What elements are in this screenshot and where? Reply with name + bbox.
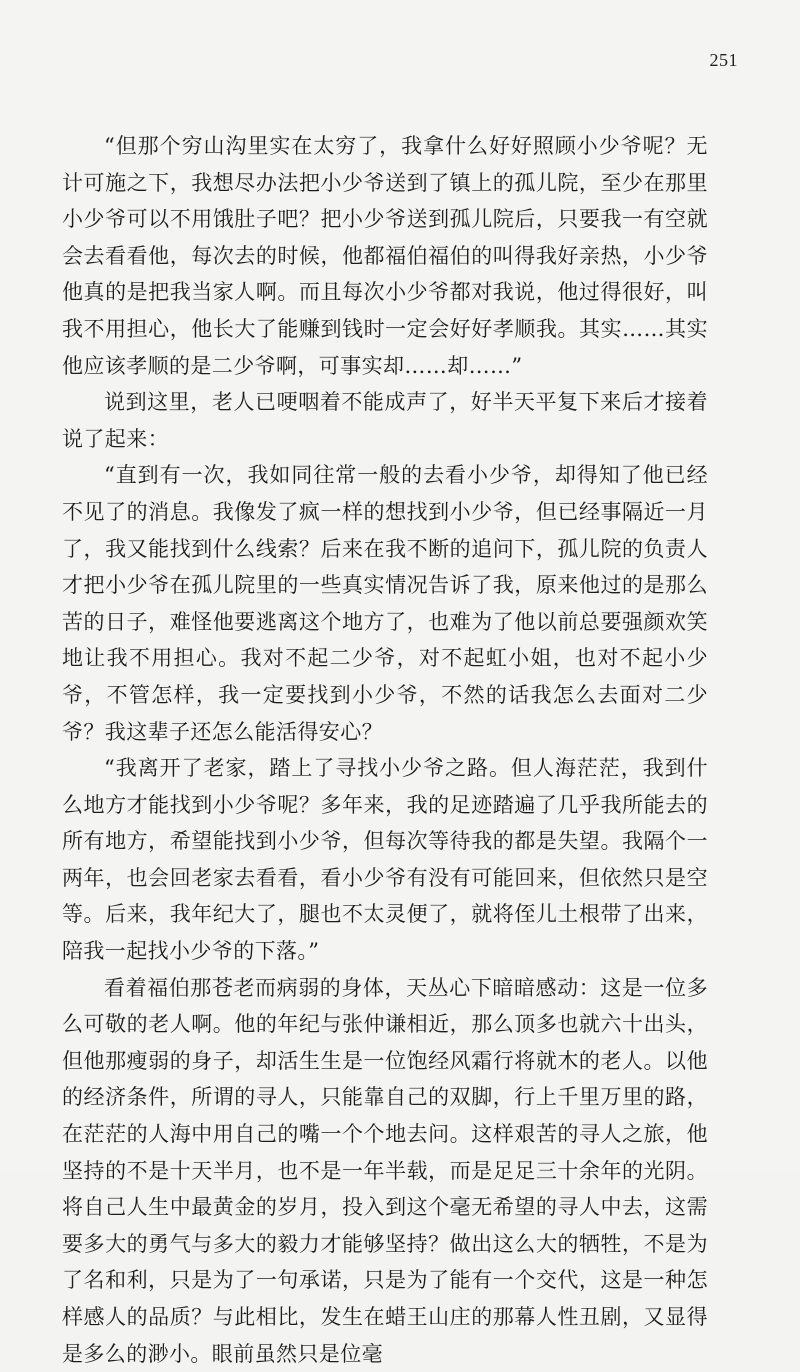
paragraph: 看着福伯那苍老而病弱的身体，天丛心下暗暗感动：这是一位多么可敬的老人啊。他的年纪与张仲谦相近，那么顶多也就六十出头，但他那瘦弱的身子，却活生生是一位饱经风霜行将就木的老人。以他的经济条件，所谓的寻人，只能靠自己的双脚，行上千里万里的路，在茫茫的人海中用自己的嘴一个个地去问。这样艰苦的寻人之旅，他坚持的不是十天半月，也不是一年半载，而是足足三十余年的光阴。将自己人生中最黄金的岁月，投入到这个毫无希望的寻人中去，这需要多大的勇气与多大的毅力才能够坚持？做出这么大的牺牲，不是为了名和利，只是为了一句承诺，只是为了能有一个交代，这是一种怎样感人的品质？与此相比，发生在蜡王山庄的那幕人性丑剧，又显得是多么的渺小。眼前虽然只是位毫 xyxy=(62,975,708,1366)
paragraph: 说到这里，老人已哽咽着不能成声了，好半天平复下来后才接着说了起来： xyxy=(62,390,708,451)
paragraph: “直到有一次，我如同往常一般的去看小少爷，却得知了他已经不见了的消息。我像发了疯一样的想找到小少爷，但已经事隔近一月了，我又能找到什么线索？后来在我不断的追问下，孤儿院的负责人才把小少爷在孤儿院里的一些真实情况告诉了我，原来他过的是那么苦的日子，难怪他要逃离这个地方了，也难为了他以前总要强颜欢笑地让我不用担心。我对不起二少爷，对不起虹小姐，也对不起小少爷，不管怎样，我一定要找到小少爷，不然的话我怎么去面对二少爷？我这辈子还怎么能活得安心？ xyxy=(62,463,708,744)
body-text xyxy=(62,128,708,1372)
paragraph: “我离开了老家，踏上了寻找小少爷之路。但人海茫茫，我到什么地方才能找到小少爷呢？多年来，我的足迹踏遍了几乎我所能去的所有地方，希望能找到小少爷，但每次等待我的都是失望。我隔个一两年，也会回老家去看看，看小少爷有没有可能回来，但依然只是空等。后来，我年纪大了，腿也不太灵便了，就将侄儿土根带了出来，陪我一起找小少爷的下落。” xyxy=(62,756,708,964)
paragraph: “但那个穷山沟里实在太穷了，我拿什么好好照顾小少爷呢？无计可施之下，我想尽办法把小少爷送到了镇上的孤儿院，至少在那里小少爷可以不用饿肚子吧？把小少爷送到孤儿院后，只要我一有空就会去看看他，每次去的时候，他都福伯福伯的叫得我好亲热，小少爷他真的是把我当家人啊。而且每次小少爷都对我说，他过得很好，叫我不用担心，他长大了能赚到钱时一定会好好孝顺我。其实……其实他应该孝顺的是二少爷啊，可事实却……却……” xyxy=(62,134,708,378)
page-number: 251 xyxy=(709,50,738,70)
